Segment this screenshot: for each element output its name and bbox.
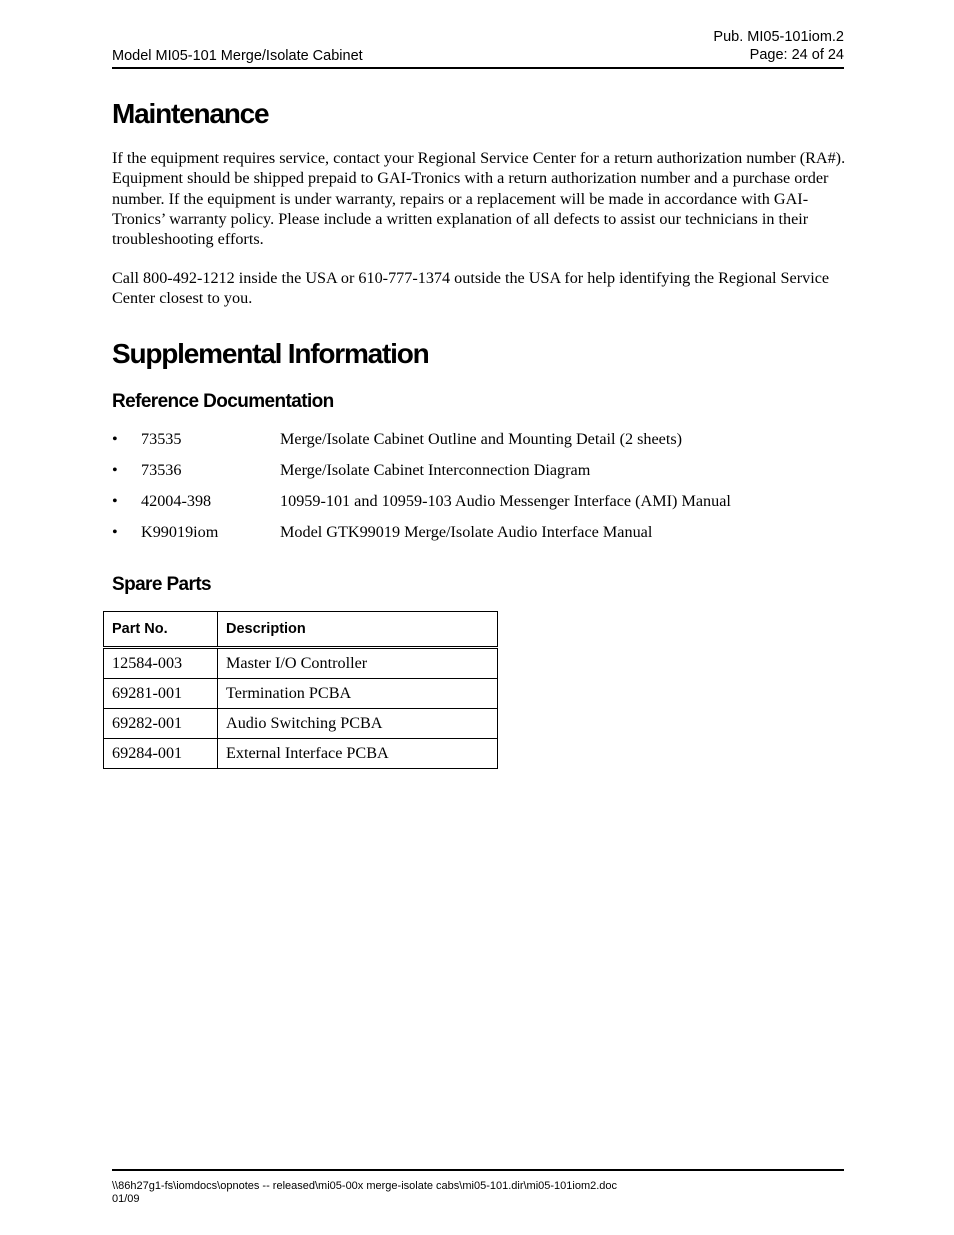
part-number-cell: 69282-001	[104, 709, 218, 739]
table-row	[104, 709, 498, 739]
reference-list	[112, 428, 847, 552]
ref-description: Merge/Isolate Cabinet Interconnection Diagram	[280, 461, 591, 479]
part-number-cell: 12584-003	[104, 648, 218, 679]
part-description-cell: External Interface PCBA	[218, 739, 498, 769]
ref-description: Merge/Isolate Cabinet Outline and Mounting Detail (2 sheets)	[280, 430, 683, 448]
ref-description: 10959-101 and 10959-103 Audio Messenger Interface (AMI) Manual	[280, 492, 731, 510]
spare-parts-table	[103, 611, 498, 769]
column-header-description: Description	[218, 612, 498, 648]
header-model: Model MI05-101 Merge/Isolate Cabinet	[112, 48, 363, 64]
table-row	[104, 739, 498, 769]
part-description-cell: Termination PCBA	[218, 679, 498, 709]
list-item	[112, 521, 847, 552]
bullet-icon: •	[112, 523, 118, 541]
list-item	[112, 459, 847, 490]
column-header-part-no: Part No.	[104, 612, 218, 648]
table-header-row	[104, 612, 498, 648]
part-description-cell: Audio Switching PCBA	[218, 709, 498, 739]
ref-code: 73535	[141, 430, 182, 448]
bullet-icon: •	[112, 461, 118, 479]
header-pub: Pub. MI05-101iom.2	[713, 29, 844, 45]
part-description-cell: Master I/O Controller	[218, 648, 498, 679]
ref-code: K99019iom	[141, 523, 219, 541]
table-row	[104, 648, 498, 679]
ref-code: 42004-398	[141, 492, 212, 510]
ref-code: 73536	[141, 461, 182, 479]
spare-parts-heading: Spare Parts	[112, 574, 212, 595]
header-pub-info	[713, 28, 844, 64]
maintenance-paragraph-1: If the equipment requires service, contact your Regional Service Center for a return authorization number (RA#). Equipment should be shipped prepaid to GAI-Tronics with a return authorization number and a purchase order number. If the equipment is under warranty, repairs or a replacement will be made in accordance with GAI-Tronics’ warranty policy. Please include a written explanation of all defects to assist our technicians in their troubleshooting efforts.	[112, 149, 846, 249]
page-footer	[112, 1169, 844, 1206]
bullet-icon: •	[112, 430, 118, 448]
part-number-cell: 69281-001	[104, 679, 218, 709]
footer-file-path: \\86h27g1-fs\iomdocs\opnotes -- released\mi05-00x merge-isolate cabs\mi05-101.dir\mi05-101iom2.doc	[112, 1180, 618, 1192]
maintenance-title: Maintenance	[112, 98, 269, 129]
supplemental-title: Supplemental Information	[112, 338, 429, 369]
page-header	[112, 26, 844, 69]
list-item	[112, 490, 847, 521]
header-page: Page: 24 of 24	[749, 47, 844, 63]
maintenance-paragraph-2: Call 800-492-1212 inside the USA or 610-777-1374 outside the USA for help identifying the Regional Service Center closest to you.	[112, 269, 830, 308]
part-number-cell: 69284-001	[104, 739, 218, 769]
ref-description: Model GTK99019 Merge/Isolate Audio Interface Manual	[280, 523, 653, 541]
list-item	[112, 428, 847, 459]
table-row	[104, 679, 498, 709]
bullet-icon: •	[112, 492, 118, 510]
footer-date: 01/09	[112, 1193, 140, 1205]
reference-documentation-heading: Reference Documentation	[112, 391, 334, 412]
